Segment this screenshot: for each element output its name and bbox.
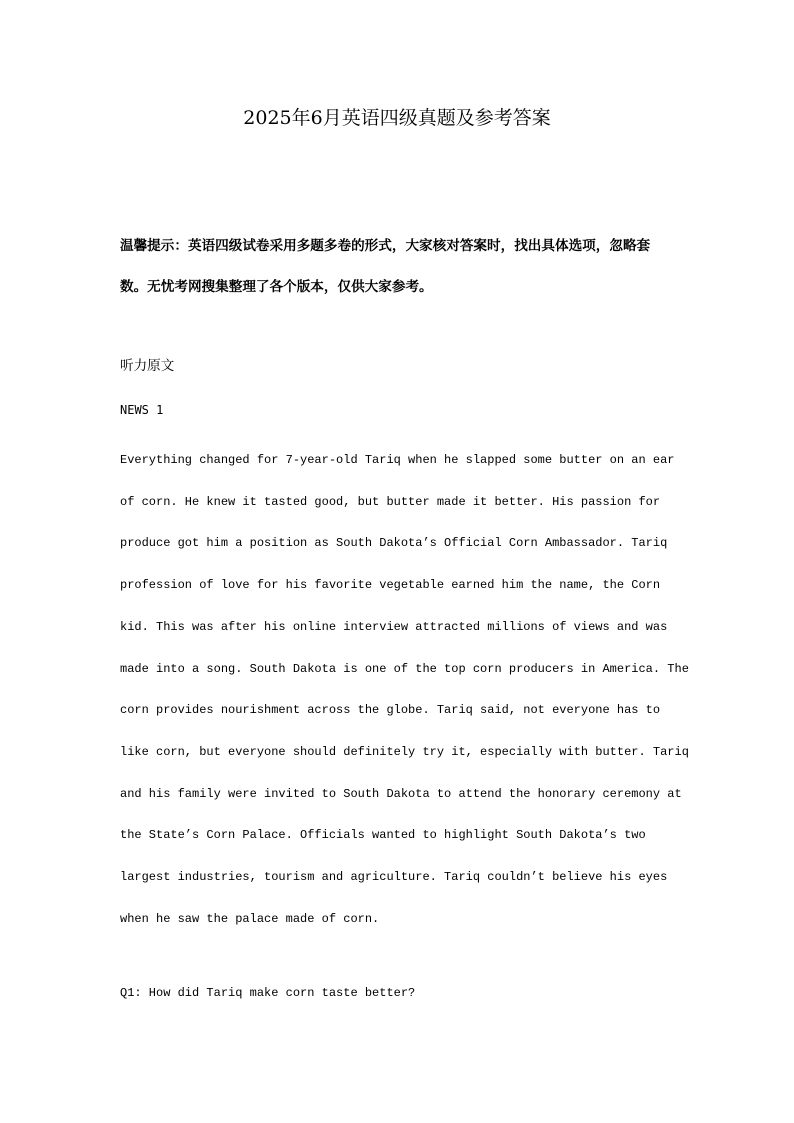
passage-line: produce got him a position as South Dakota’s Official Corn Ambassador. Tariq <box>120 536 668 551</box>
passage-line: made into a song. South Dakota is one of the top corn producers in America. The <box>120 661 689 676</box>
passage-line: Everything changed for 7-year-old Tariq when he slapped some butter on an ear <box>120 453 675 467</box>
passage-line: corn provides nourishment across the globe. Tariq said, not everyone has to <box>120 703 661 718</box>
question-1: Q1: How did Tariq make corn taste better? <box>120 986 416 1000</box>
passage-line: largest industries, tourism and agriculture. Tariq couldn’t believe his eyes <box>120 870 668 885</box>
passage-line: the State’s Corn Palace. Officials wanted to highlight South Dakota’s two <box>120 828 646 843</box>
passage-line: of corn. He knew it tasted good, but butter made it better. His passion for <box>120 494 661 509</box>
news-passage <box>120 440 689 940</box>
news-label: NEWS 1 <box>120 403 164 417</box>
passage-line: profession of love for his favorite vegetable earned him the name, the Corn <box>120 578 661 593</box>
notice-paragraph <box>120 226 680 308</box>
document-title: 2025年6月英语四级真题及参考答案 <box>243 107 551 129</box>
passage-line: when he saw the palace made of corn. <box>120 911 380 926</box>
section-heading: 听力原文 <box>120 358 175 374</box>
notice-line: 数。无忧考网搜集整理了各个版本，仅供大家参考。 <box>120 279 433 295</box>
passage-line: like corn, but everyone should definitely try it, especially with butter. Tariq <box>120 744 689 759</box>
passage-line: and his family were invited to South Dakota to attend the honorary ceremony at <box>120 786 682 801</box>
notice-line: 温馨提示：英语四级试卷采用多题多卷的形式，大家核对答案时，找出具体选项，忽略套 <box>120 238 651 254</box>
passage-line: kid. This was after his online interview attracted millions of views and was <box>120 619 668 634</box>
